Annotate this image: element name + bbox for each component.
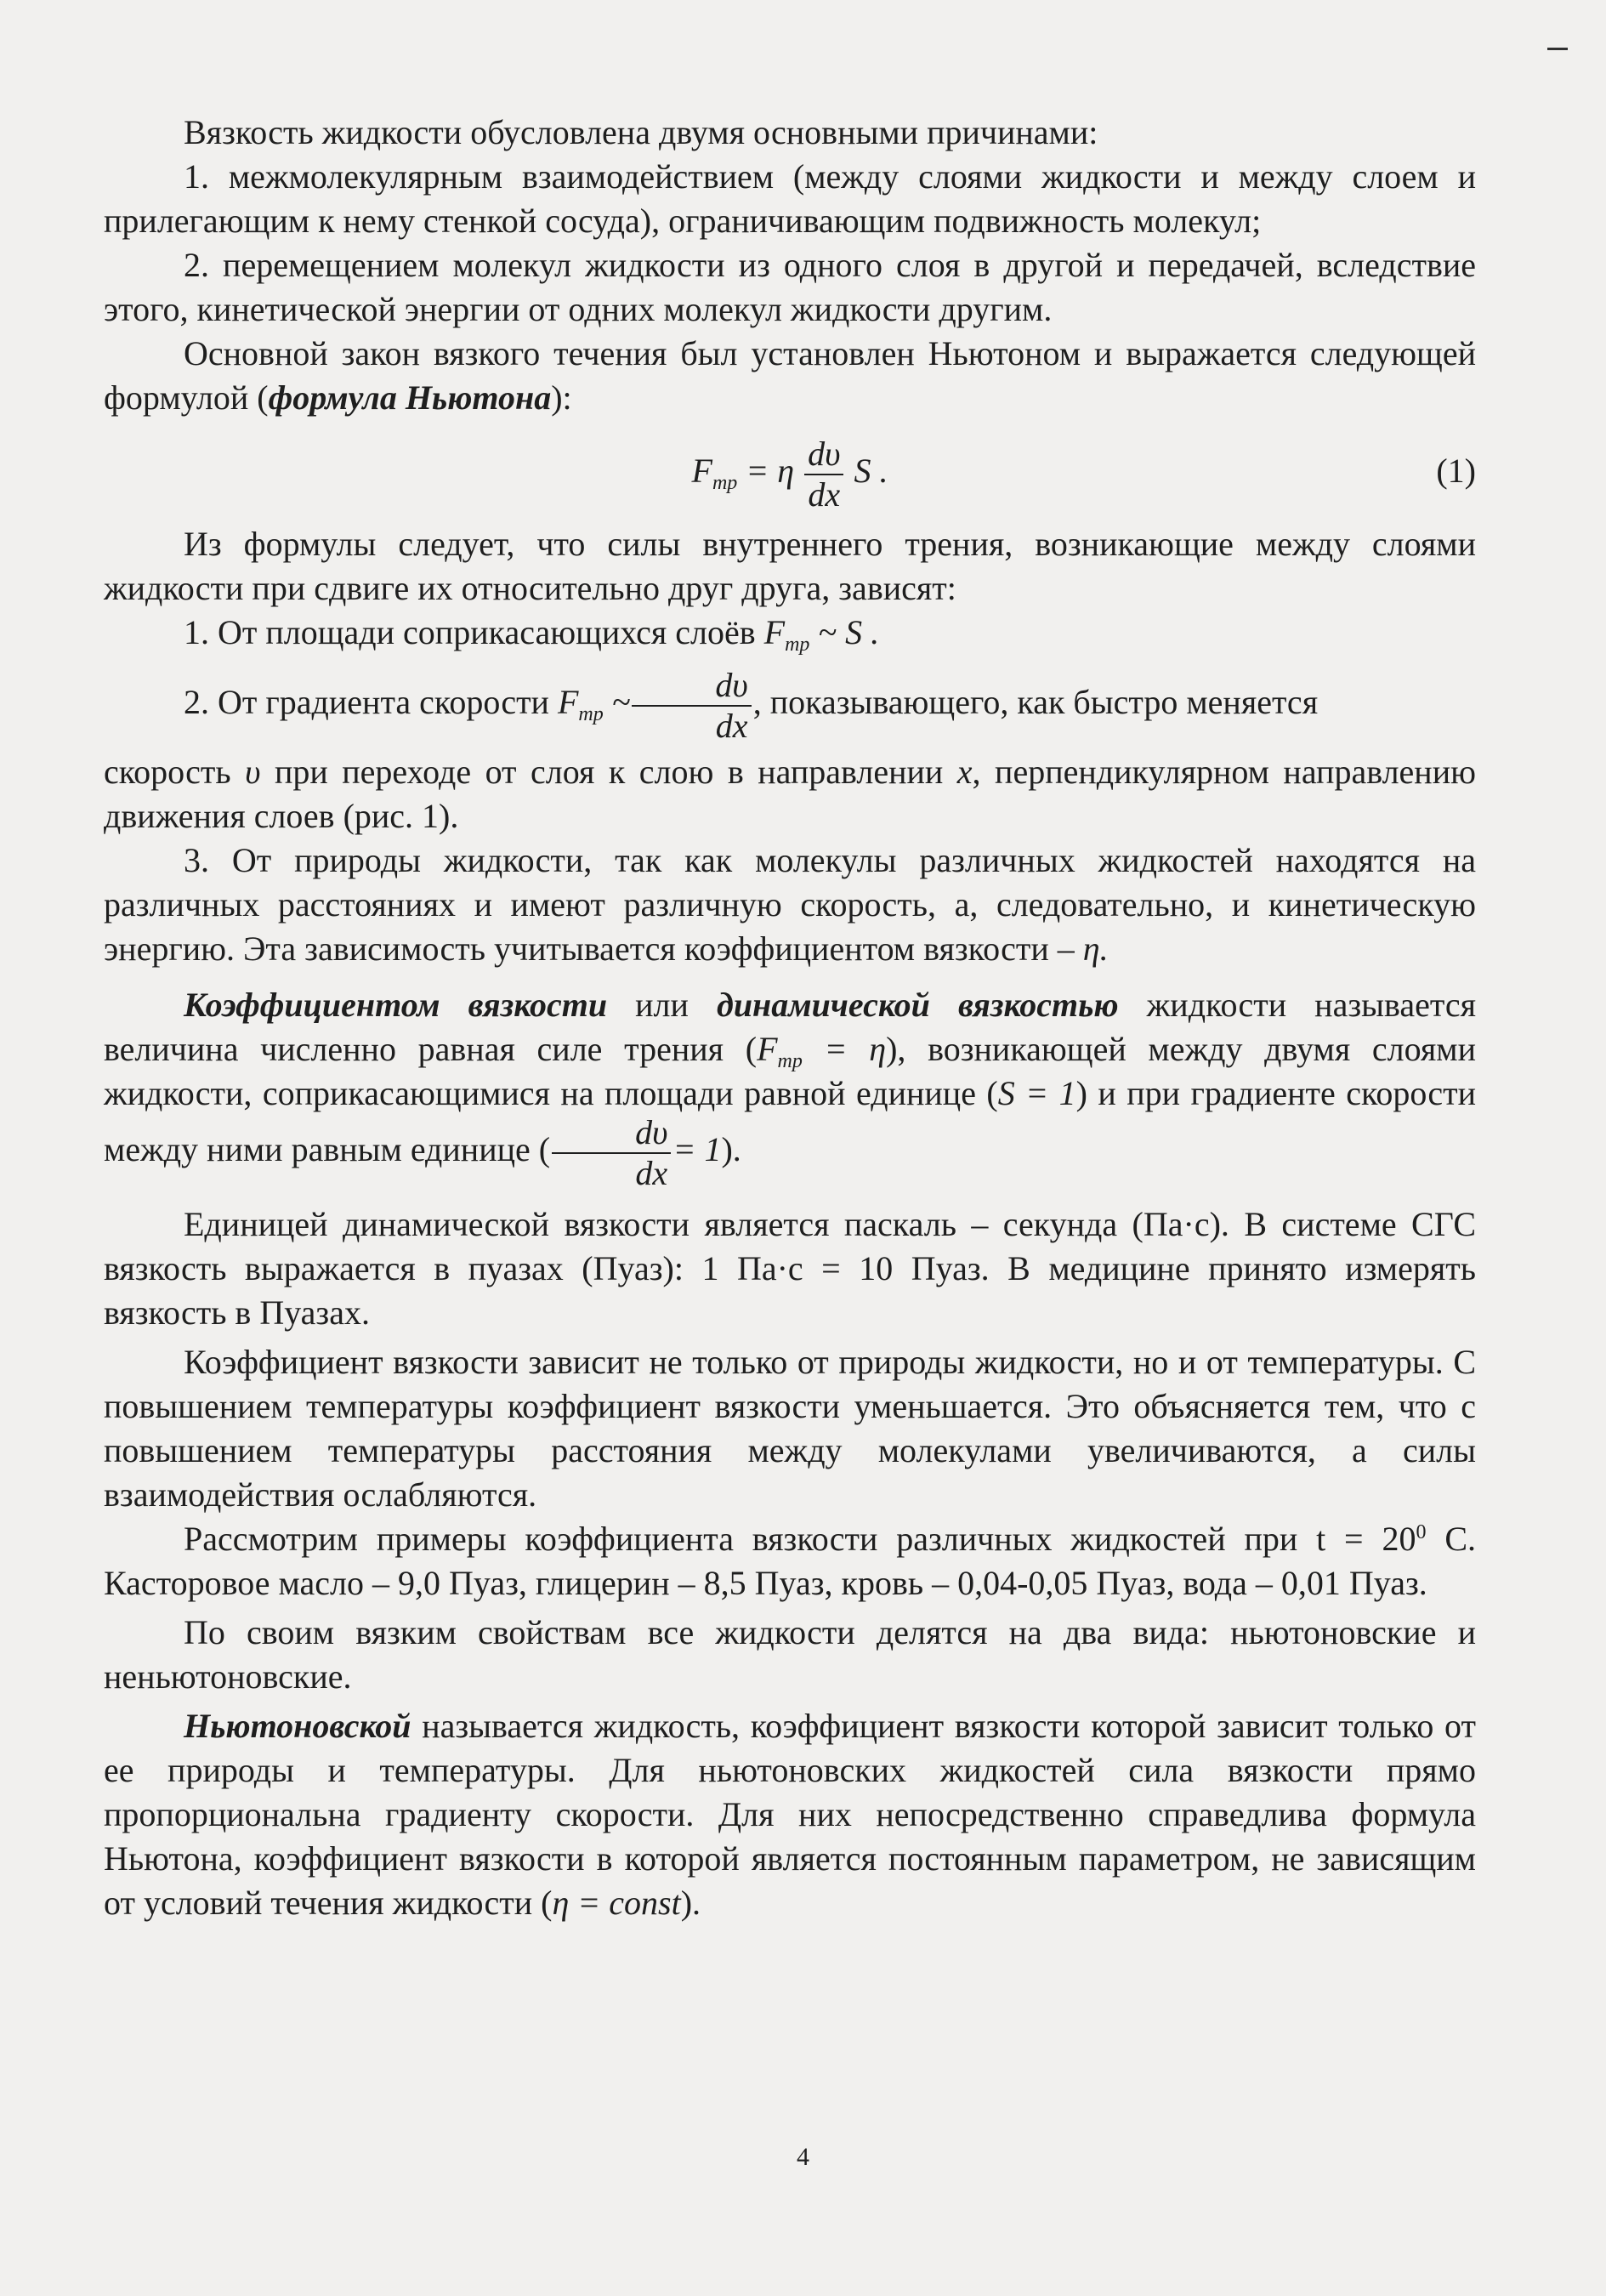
paragraph-dependence-gradient — [104, 655, 1476, 750]
paragraph-viscosity-unit: Единицей динамической вязкости является паскаль – секунда (Па·с). В системе СГС вязкость выражается в пуазах (Пуаз): 1 Па·с = 10 Пуаз. В медицине принято измерять вязкость в Пуазах. — [104, 1205, 1476, 1332]
definition-area-unit: S = 1 — [997, 1074, 1076, 1112]
definition-gradient-fraction — [552, 1113, 671, 1192]
fraction-denominator: dx — [808, 475, 841, 514]
dependence-gradient-end: , показывающего, как быстро меняется — [752, 683, 1319, 721]
definition-eq-one: = 1 — [672, 1130, 722, 1169]
definition-text-a: жидкости называется величина численно равная силе трения ( — [104, 986, 1476, 1068]
newton-formula-row — [104, 420, 1476, 522]
definition-force-subscript: тр — [777, 1050, 803, 1072]
eta-symbol: η. — [1082, 929, 1109, 968]
velocity-text-b: при переходе от слоя к слою в направлении — [274, 753, 944, 791]
velocity-text-c: , перпендикулярном направлению движения слоев (рис. 1). — [104, 753, 1476, 835]
gradient-fraction — [632, 665, 751, 745]
paragraph-newtonian-fluid — [104, 1704, 1476, 1925]
gradient-sim: ~ — [611, 683, 631, 721]
degree-superscript: 0 — [1416, 1521, 1427, 1543]
newton-law-text: Основной закон вязкого течения был установлен Ньютоном и выражается следующей формулой ( — [104, 334, 1476, 417]
area-proportional: ~ S . — [818, 613, 880, 651]
paragraph-dependence-nature — [104, 838, 1476, 971]
area-force: F — [763, 613, 786, 651]
formula-area: S . — [854, 452, 888, 490]
paragraph-dependence-area — [104, 611, 1476, 655]
newtonian-text-b: ). — [680, 1884, 701, 1922]
paragraph-fluid-types: По своим вязким свойствам все жидкости делятся на два вида: ньютоновские и неньютоновские. — [104, 1613, 1476, 1696]
formula-gradient-fraction — [804, 434, 843, 514]
definition-text-d: ). — [721, 1130, 741, 1169]
dependence-gradient-text: 2. От градиента скорости — [184, 683, 549, 721]
examples-text-b: С. Касторовое масло – 9,0 Пуаз, глицерин – 8,5 Пуаз, кровь – 0,04-0,05 Пуаз, вода – 0,01 Пуаз. — [104, 1520, 1476, 1602]
newton-formula-term: формула Ньютона — [268, 378, 552, 417]
paragraph-newton-law — [104, 332, 1476, 420]
x-symbol: x — [956, 753, 973, 791]
paragraph-velocity-direction — [104, 750, 1476, 838]
area-force-subscript: тр — [785, 634, 810, 656]
term-newtonian: Ньютоновской — [184, 1707, 411, 1745]
document-page — [104, 111, 1476, 1925]
page-number: 4 — [797, 2143, 809, 2171]
definition-eq-eta: = η — [824, 1030, 887, 1068]
newton-formula — [104, 420, 1476, 522]
velocity-symbol: υ — [245, 753, 261, 791]
paragraph-temperature-dependence: Коэффициент вязкости зависит не только от природы жидкости, но и от температуры. С повышением температуры коэффициент вязкости уменьшается. Это объясняется тем, что с повышением температуры расстояния между молекулами увеличиваются, а силы взаимодействия ослабляются. — [104, 1343, 1476, 1514]
gradient-numerator: dυ — [632, 668, 751, 707]
definition-text-b: ), возникающей между двумя слоями жидкости, соприкасающимися на площади равной единице ( — [104, 1030, 1477, 1112]
paragraph-formula-consequence: Из формулы следует, что силы внутреннего трения, возникающие между слоями жидкости при сдвиге их относительно друг друга, зависят: — [104, 525, 1476, 607]
dependence-area-text: 1. От площади соприкасающихся слоёв — [184, 613, 756, 651]
definition-text-c: ) и при градиенте скорости между ними равным единице ( — [104, 1074, 1476, 1169]
formula-force: F — [691, 452, 712, 490]
definition-or: или — [635, 986, 689, 1024]
definition-force: F — [757, 1030, 778, 1068]
paragraph-cause-1: 1. межмолекулярным взаимодействием (между слоями жидкости и между слоем и прилегающим к нему стенкой сосуда), ограничивающим подвижность молекул; — [104, 157, 1476, 240]
formula-force-subscript: тр — [712, 472, 738, 494]
formula-eq-eta: = η — [746, 452, 795, 490]
page-edge-mark — [1547, 48, 1568, 50]
dependence-nature-text: 3. От природы жидкости, так как молекулы различных жидкостей находятся на различных расстояниях и имеют различную скорость, а, следовательно, и кинетическую энергию. Эта зависимость учитывается коэффициентом вязкости – — [104, 841, 1476, 968]
paragraph-cause-2: 2. перемещением молекул жидкости из одного слоя в другой и передачей, вследствие этого, кинетической энергии от одних молекул жидкости другим. — [104, 246, 1476, 328]
term-viscosity-coefficient: Коэффициентом вязкости — [184, 986, 608, 1024]
paragraph-viscosity-definition — [104, 983, 1476, 1191]
fraction-numerator: dυ — [804, 437, 843, 475]
examples-text-a: Рассмотрим примеры коэффициента вязкости различных жидкостей при t = 20 — [184, 1520, 1416, 1558]
definition-denominator: dx — [635, 1154, 668, 1192]
paragraph-viscosity-examples — [104, 1517, 1476, 1605]
eta-const: η = const — [552, 1884, 681, 1922]
gradient-force: F — [557, 683, 579, 721]
velocity-text-a: скорость — [104, 753, 231, 791]
gradient-denominator: dx — [715, 706, 748, 745]
gradient-force-subscript: тр — [578, 703, 604, 725]
paragraph-viscosity-causes: Вязкость жидкости обусловлена двумя основными причинами: — [184, 113, 1098, 151]
term-dynamic-viscosity: динамической вязкостью — [716, 986, 1119, 1024]
newtonian-text-a: называется жидкость, коэффициент вязкости которой зависит только от ее природы и температуры. Для ньютоновских жидкостей сила вязкости прямо пропорциональна градиенту скорости. Для них непосредственно справедлива формула Ньютона, коэффициент вязкости в которой является постоянным параметром, не зависящим от условий течения жидкости ( — [104, 1707, 1477, 1922]
formula-number: (1) — [1436, 452, 1476, 490]
newton-law-end: ): — [551, 378, 572, 417]
definition-numerator: dυ — [552, 1116, 671, 1154]
